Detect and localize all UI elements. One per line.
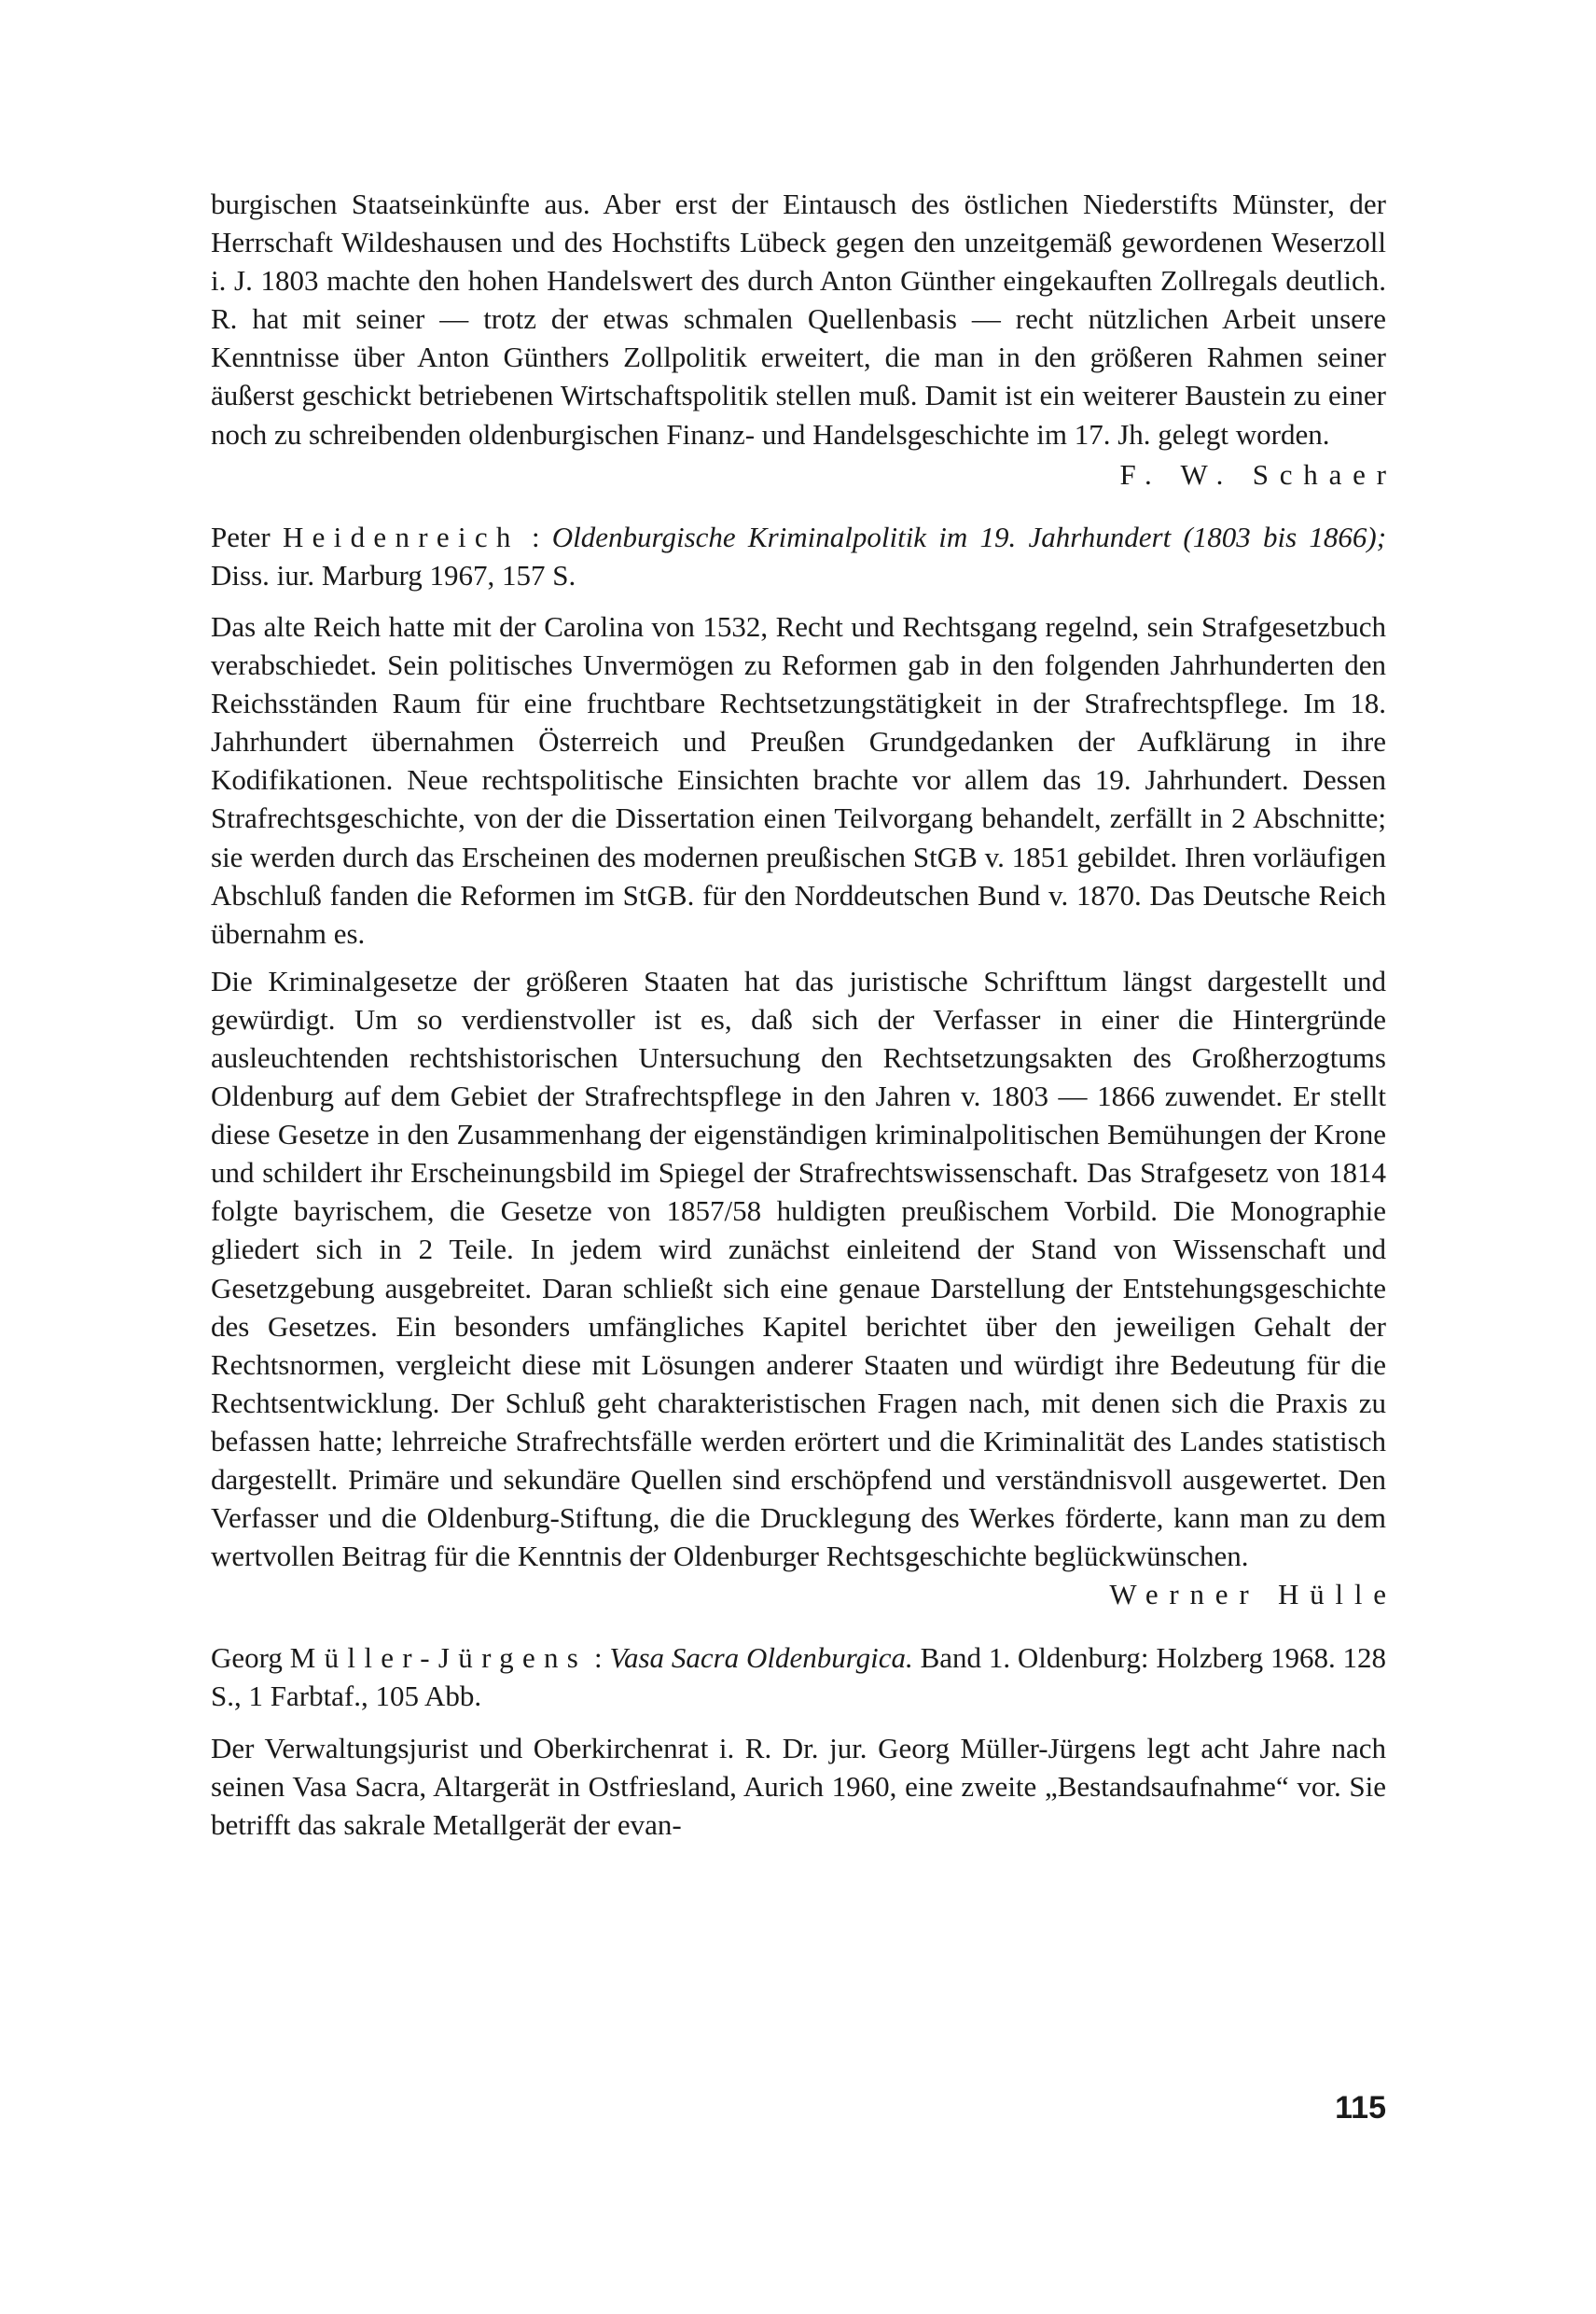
review-heading: Peter Heidenreich : Oldenburgische Kriminalpolitik im 19. Jahrhundert (1803 bis 1866); Diss. iur. Marburg 1967, 157 S. [211, 520, 1387, 592]
book-details: Diss. iur. Marburg 1967, 157 S. [211, 558, 576, 592]
book-title: Vasa Sacra Oldenburgica. [609, 1641, 913, 1675]
author-first-name: Peter [211, 520, 271, 553]
reviewer-signature: Werner Hülle [1109, 1578, 1397, 1611]
author-first-name: Georg [211, 1641, 283, 1675]
book-details: Band 1. Oldenburg: Holzberg 1968. 128 S., 1 Farbtaf., 105 Abb. [211, 1641, 1387, 1713]
book-title: Oldenburgische Kriminalpolitik im 19. Jahrhundert (1803 bis 1866); [551, 520, 1387, 553]
page-number: 115 [1335, 2090, 1386, 2126]
review-paragraph: Das alte Reich hatte mit der Carolina von 1532, Recht und Rechtsgang regelnd, sein Strafgesetzbuch verabschiedet. Sein politisches Unvermögen zu Reformen gab in den folgenden Jahrhunderten den Reichsständen Raum für eine fruchtbare Rechtsetzungstätigkeit in der Strafrechtspflege. Im 18. Jahrhundert übernahmen Österreich und Preußen Grundgedanken der Aufklärung in ihre Kodifikationen. Neue rechtspolitische Einsichten brachte vor allem das 19. Jahrhundert. Dessen Strafrechtsgeschichte, von der die Dissertation einen Teilvorgang behandelt, zerfällt in 2 Abschnitte; sie werden durch das Erscheinen des modernen preußischen StGB v. 1851 gebildet. Ihren vorläufigen Abschluß fanden die Reformen im StGB. für den Norddeutschen Bund v. 1870. Das Deutsche Reich übernahm es. [211, 609, 1386, 950]
page-body [211, 185, 1397, 1844]
review-paragraph: Die Kriminalgesetze der größeren Staaten hat das juristische Schrifttum längst dargestellt und gewürdigt. Um so verdienstvoller ist es, daß sich der Verfasser in einer die Hintergründe ausleuchtenden rechtshistorischen Untersuchung den Rechtsetzungsakten des Großherzogtums Oldenburg auf dem Gebiet der Strafrechtspflege in den Jahren v. 1803 — 1866 zuwendet. Er stellt diese Gesetze in den Zusammenhang der eigenständigen kriminalpolitischen Bemühungen der Krone und schildert ihr Erscheinungsbild im Spiegel der Strafrechtswissenschaft. Das Strafgesetz von 1814 folgte bayrischem, die Gesetze von 1857/58 huldigten preußischem Vorbild. Die Monographie gliedert sich in 2 Teile. In jedem wird zunächst einleitend der Stand von Wissenschaft und Gesetzgebung ausgebreitet. Daran schließt sich eine genaue Darstellung der Entstehungsgeschichte des Gesetzes. Ein besonders umfängliches Kapitel berichtet über den jeweiligen Gehalt der Rechtsnormen, vergleicht diese mit Lösungen anderer Staaten und würdigt ihre Bedeutung für die Rechtsentwicklung. Der Schluß geht charakteristischen Fragen nach, mit denen sich die Praxis zu befassen hatte; lehrreiche Strafrechtsfälle werden erörtert und die Kriminalität des Landes statistisch dargestellt. Primäre und sekundäre Quellen sind erschöpfend und verständnisvoll ausgewertet. Den Verfasser und die Oldenburg-Stiftung, die die Drucklegung des Werkes förderte, kann man zu dem wertvollen Beitrag für die Kenntnis der Oldenburger Rechtsgeschichte beglückwünschen. [211, 964, 1386, 1573]
review-heading: Georg Müller-Jürgens : Vasa Sacra Oldenburgica. Band 1. Oldenburg: Holzberg 1968. 128 S., 1 Farbtaf., 105 Abb. [211, 1641, 1387, 1713]
reviewer-signature: F. W. Schaer [1119, 457, 1397, 491]
review-continued-text: burgischen Staatseinkünfte aus. Aber erst der Eintausch des östlichen Niederstifts Münster, der Herrschaft Wildeshausen und des Hochstifts Lübeck gegen den unzeitgemäß gewordenen Weserzoll i. J. 1803 machte den hohen Handelswert des durch Anton Günther eingekauften Zollregals deutlich. R. hat mit seiner — trotz der etwas schmalen Quellenbasis — recht nützlichen Arbeit unsere Kenntnisse über Anton Günthers Zollpolitik erweitert, die man in den größeren Rahmen seiner äußerst geschickt betriebenen Wirtschaftspolitik stellen muß. Damit ist ein weiterer Baustein zu einer noch zu schreibenden oldenburgischen Finanz- und Handelsgeschichte im 17. Jh. gelegt worden. [211, 188, 1386, 451]
review-paragraph: Der Verwaltungsjurist und Oberkirchenrat i. R. Dr. jur. Georg Müller-Jürgens legt acht Jahre nach seinen Vasa Sacra, Altargerät in Ostfriesland, Aurich 1960, eine zweite „Bestandsaufnahme“ vor. Sie betrifft das sakrale Metallgerät der evan- [211, 1731, 1386, 1841]
author-last-name: Heidenreich [282, 520, 520, 553]
author-last-name: Müller-Jürgens [289, 1641, 588, 1675]
